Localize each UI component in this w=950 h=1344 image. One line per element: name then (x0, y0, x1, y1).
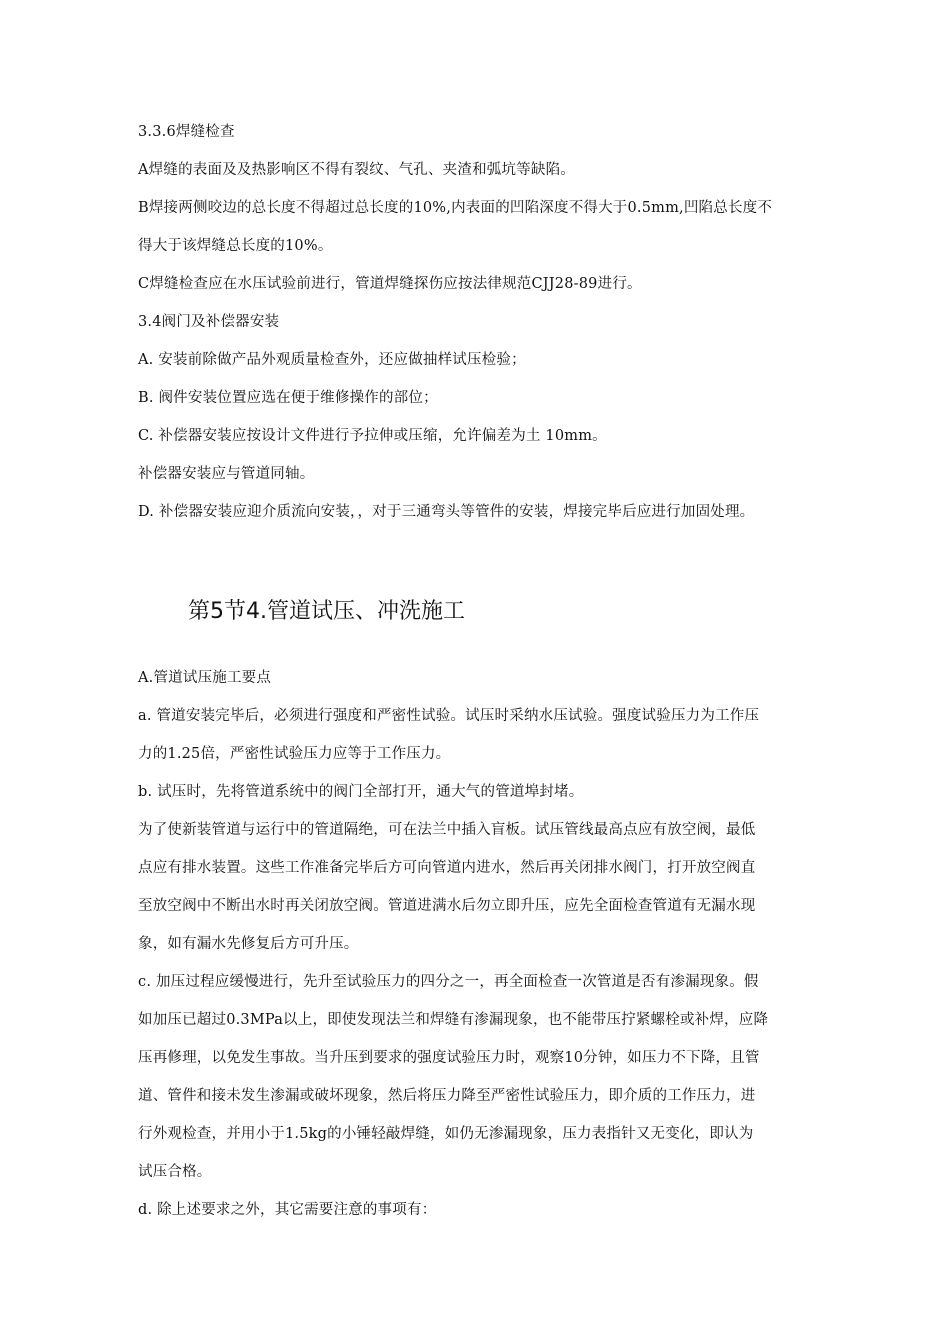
test-item-a-line-2: 力的1.25倍，严密性试验压力应等于工作压力。 (138, 746, 451, 762)
paragraph-line-2: 点应有排水装置。这些工作准备完毕后方可向管道内进水，然后再关闭排水阀门，打开放空阀直 (138, 860, 756, 876)
weld-item-a: A焊缝的表面及及热影响区不得有裂纹、气孔、夹渣和弧坑等缺陷。 (138, 162, 575, 178)
section-3-4-title: 3.4阀门及补偿器安装 (138, 314, 280, 330)
valve-item-c: C. 补偿器安装应按设计文件进行予拉伸或压缩，允许偏差为土 10mm。 (138, 428, 607, 444)
section-a-title: A.管道试压施工要点 (138, 670, 272, 686)
valve-item-c-extra: 补偿器安装应与管道同轴。 (138, 466, 315, 482)
test-item-a-line-1: a. 管道安装完毕后，必须进行强度和严密性试验。试压时采纳水压试验。强度试验压力为工作压 (138, 708, 760, 724)
weld-item-b-line-2: 得大于该焊缝总长度的10%。 (138, 238, 333, 254)
valve-item-a: A. 安装前除做产品外观质量检查外，还应做抽样试压检验； (138, 352, 526, 368)
test-item-c-line-6: 试压合格。 (138, 1164, 212, 1180)
chapter-heading: 第5节4.管道试压、冲洗施工 (188, 599, 465, 624)
paragraph-line-4: 象，如有漏水先修复后方可升压。 (138, 936, 359, 952)
test-item-c-line-3: 压再修理，以免发生事故。当升压到要求的强度试验压力时，观察10分钟，如压力不下降，且管 (138, 1050, 760, 1066)
test-item-c-line-5: 行外观检查，并用小于1.5kg的小锤轻敲焊缝，如仍无渗漏现象，压力表指针又无变化，即认为 (138, 1126, 754, 1142)
test-item-c-line-1: c. 加压过程应缓慢进行，先升至试验压力的四分之一，再全面检查一次管道是否有渗漏现象。假 (138, 974, 759, 990)
section-3-3-6-title: 3.3.6焊缝检查 (138, 124, 235, 140)
valve-item-b: B. 阀件安装位置应选在便于维修操作的部位； (138, 390, 438, 406)
weld-item-b-line-1: B焊接两侧咬边的总长度不得超过总长度的10%,内表面的凹陷深度不得大于0.5mm,凹陷总长度不 (138, 200, 773, 216)
test-item-d: d. 除上述要求之外，其它需要注意的事项有： (138, 1202, 437, 1218)
test-item-c-line-4: 道、管件和接未发生渗漏或破坏现象，然后将压力降至严密性试验压力，即介质的工作压力，进 (138, 1088, 756, 1104)
paragraph-line-3: 至放空阀中不断出水时再关闭放空阀。管道进满水后勿立即升压，应先全面检查管道有无漏水现 (138, 898, 756, 914)
test-item-c-line-2: 如加压已超过0.3MPa以上，即使发现法兰和焊缝有渗漏现象，也不能带压拧紧螺栓或补焊，应降 (138, 1012, 769, 1028)
valve-item-d: D. 补偿器安装应迎介质流向安装，，对于三通弯头等管件的安装，焊接完毕后应进行加固处理。 (138, 504, 755, 520)
test-item-b: b. 试压时，先将管道系统中的阀门全部打开，通大气的管道埠封堵。 (138, 784, 584, 800)
paragraph-line-1: 为了使新装管道与运行中的管道隔绝，可在法兰中插入盲板。试压管线最高点应有放空阀，最低 (138, 822, 756, 838)
weld-item-c: C焊缝检查应在水压试验前进行，管道焊缝探伤应按法律规范CJJ28-89进行。 (138, 276, 642, 292)
